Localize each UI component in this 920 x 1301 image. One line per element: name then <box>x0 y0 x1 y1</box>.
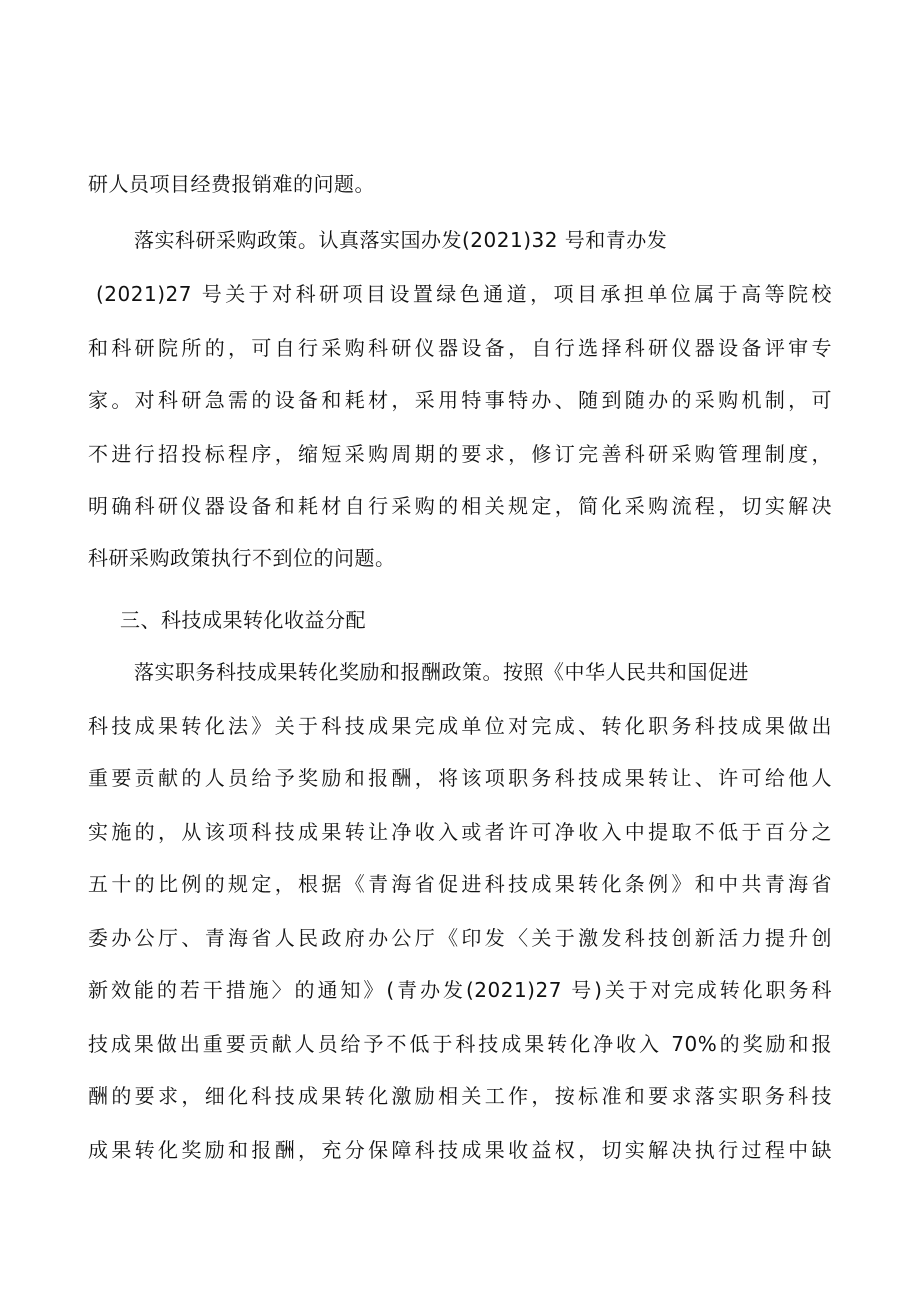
text-line: (2021)27 号关于对科研项目设置绿色通道，项目承担单位属于高等院校 <box>96 282 832 306</box>
section-heading: 三、科技成果转化收益分配 <box>120 608 366 632</box>
text-line: 新效能的若干措施〉的通知》(青办发(2021)27 号)关于对完成转化职务科 <box>88 978 832 1002</box>
text-line: 成果转化奖励和报酬，充分保障科技成果收益权，切实解决执行过程中缺 <box>88 1138 832 1162</box>
text-line: 实施的，从该项科技成果转让净收入或者许可净收入中提取不低于百分之 <box>88 820 832 844</box>
paragraph-first-line: 落实科研采购政策。认真落实国办发(2021)32 号和青办发 <box>134 228 668 252</box>
text-line: 科研采购政策执行不到位的问题。 <box>88 546 396 570</box>
text-line: 家。对科研急需的设备和耗材，采用特事特办、随到随办的采购机制，可 <box>88 388 832 412</box>
text-line: 明确科研仪器设备和耗材自行采购的相关规定，简化采购流程，切实解决 <box>88 494 832 518</box>
text-line: 和科研院所的，可自行采购科研仪器设备，自行选择科研仪器设备评审专 <box>88 336 832 360</box>
paragraph-first-line: 落实职务科技成果转化奖励和报酬政策。按照《中华人民共和国促进 <box>134 660 749 684</box>
text-line: 研人员项目经费报销难的问题。 <box>88 172 375 196</box>
text-line: 重要贡献的人员给予奖励和报酬，将该项职务科技成果转让、许可给他人 <box>88 766 832 790</box>
text-line: 科技成果转化法》关于科技成果完成单位对完成、转化职务科技成果做出 <box>88 714 832 738</box>
text-line: 不进行招投标程序，缩短采购周期的要求，修订完善科研采购管理制度， <box>88 442 832 466</box>
text-line: 五十的比例的规定，根据《青海省促进科技成果转化条例》和中共青海省 <box>88 872 832 896</box>
text-line: 委办公厅、青海省人民政府办公厅《印发〈关于激发科技创新活力提升创 <box>88 926 832 950</box>
text-line: 技成果做出重要贡献人员给予不低于科技成果转化净收入 70%的奖励和报 <box>88 1032 832 1056</box>
text-line: 酬的要求，细化科技成果转化激励相关工作，按标准和要求落实职务科技 <box>88 1084 832 1108</box>
